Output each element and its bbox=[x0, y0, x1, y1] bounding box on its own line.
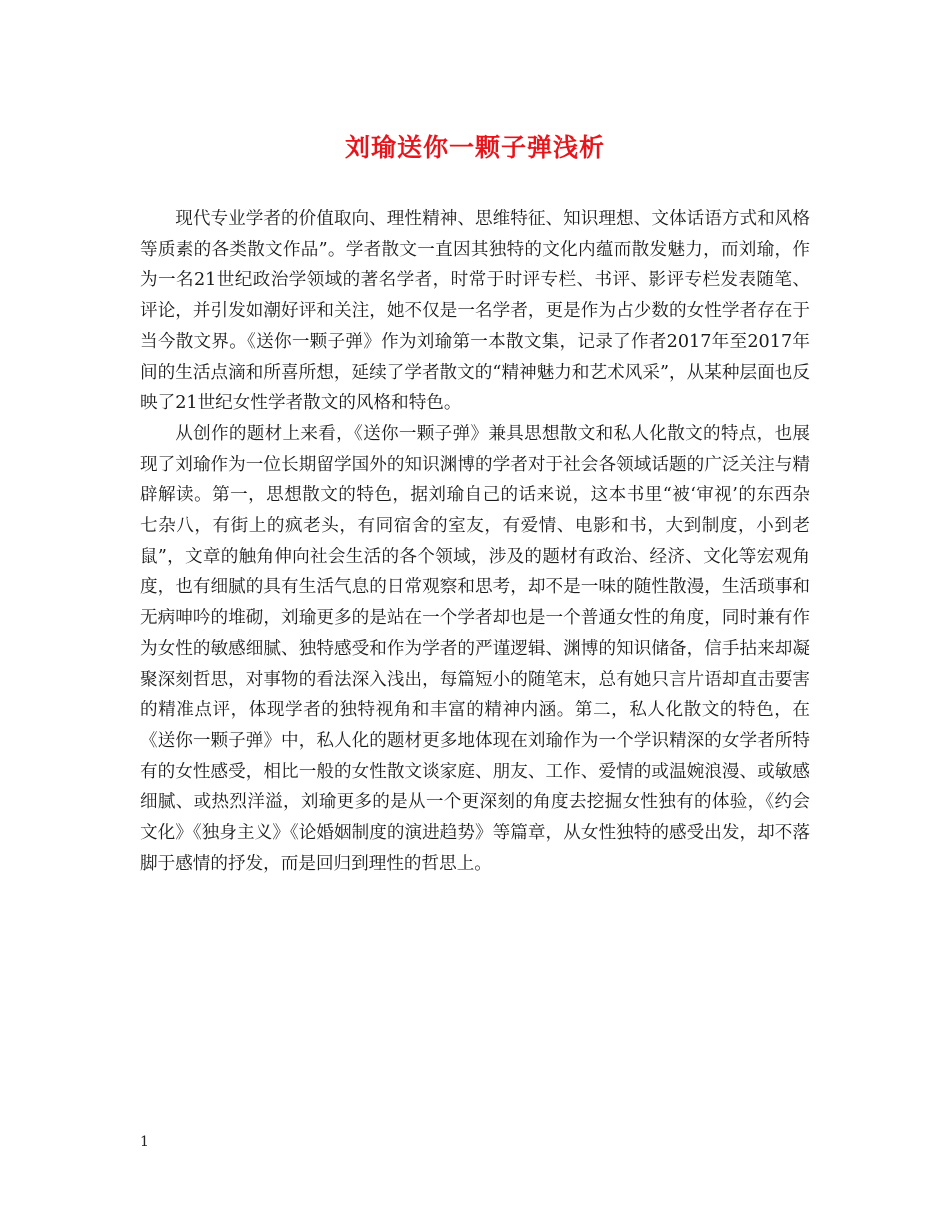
paragraph-1: 现代专业学者的价值取向、理性精神、思维特征、知识理想、文体话语方式和风格等质素的各类散文作品”。学者散文一直因其独特的文化内蕴而散发魅力，而刘瑜，作为一名21世纪政治学领域的著名学者，时常于时评专栏、书评、影评专栏发表随笔、评论，并引发如潮好评和关注，她不仅是一名学者，更是作为占少数的女性学者存在于当今散文界。《送你一颗子弹》作为刘瑜第一本散文集，记录了作者2017年至2017年间的生活点滴和所喜所想，延续了学者散文的“精神魅力和艺术风采”，从某种层面也反映了21世纪女性学者散文的风格和特色。 bbox=[140, 209, 810, 414]
document-body bbox=[140, 204, 810, 879]
paragraph-2: 从创作的题材上来看，《送你一颗子弹》兼具思想散文和私人化散文的特点，也展现了刘瑜作为一位长期留学国外的知识渊博的学者对于社会各领域话题的广泛关注与精辟解读。第一，思想散文的特色，据刘瑜自己的话来说，这本书里“被‘审视’的东西杂七杂八，有街上的疯老头，有同宿舍的室友，有爱情、电影和书，大到制度，小到老鼠”，文章的触角伸向社会生活的各个领域，涉及的题材有政治、经济、文化等宏观角度，也有细腻的具有生活气息的日常观察和思考，却不是一味的随性散漫，生活琐事和无病呻吟的堆砌，刘瑜更多的是站在一个学者却也是一个普通女性的角度，同时兼有作为女性的敏感细腻、独特感受和作为学者的严谨逻辑、渊博的知识储备，信手拈来却凝聚深刻哲思，对事物的看法深入浅出，每篇短小的随笔末，总有她只言片语却直击要害的精准点评，体现学者的独特视角和丰富的精神内涵。第二，私人化散文的特色，在《送你一颗子弹》中，私人化的题材更多地体现在刘瑜作为一个学识精深的女学者所特有的女性感受，相比一般的女性散文谈家庭、朋友、工作、爱情的或温婉浪漫、或敏感细腻、或热烈洋溢，刘瑜更多的是从一个更深刻的角度去挖掘女性独有的体验，《约会文化》《独身主义》《论婚姻制度的演进趋势》等篇章，从女性独特的感受出发，却不落脚于感情的抒发，而是回归到理性的哲思上。 bbox=[140, 423, 810, 874]
page-number: 1 bbox=[140, 1134, 149, 1150]
page-title: 刘瑜送你一颗子弹浅析 bbox=[344, 133, 605, 162]
